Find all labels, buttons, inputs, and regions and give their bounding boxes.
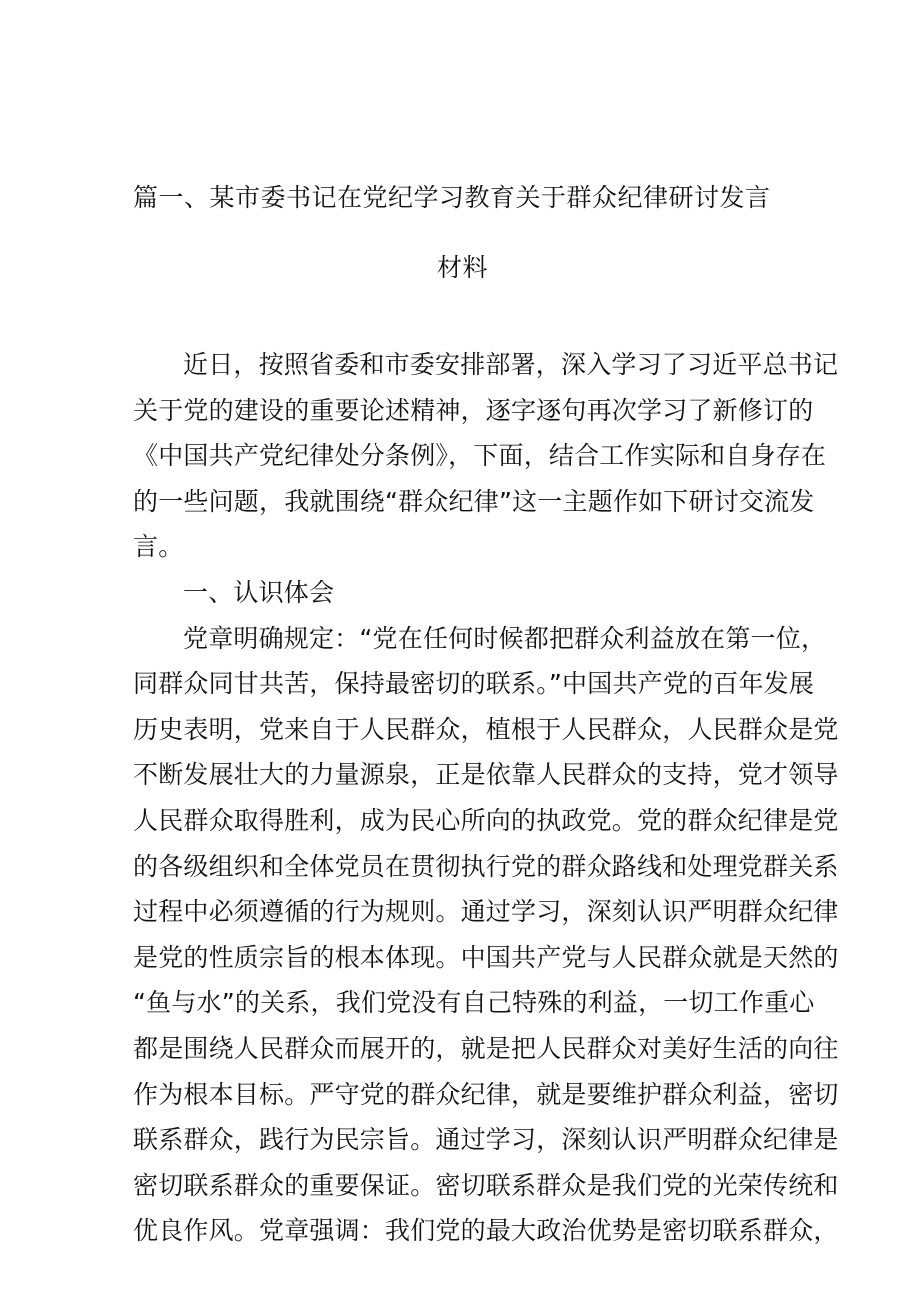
paragraph-line: 近日，按照省委和市委安排部署，深入学习了习近平总书记 <box>183 350 839 379</box>
paragraph-line: 都是围绕人民群众而展开的，就是把人民群众对美好生活的向往 <box>133 1033 839 1063</box>
paragraph-line: 党章明确规定：“党在任何时候都把群众利益放在第一位， <box>183 623 827 653</box>
paragraph-line: 《中国共产党纪律处分条例》，下面，结合工作实际和自身存在 <box>133 441 827 471</box>
paragraph-line: 言。 <box>133 532 184 562</box>
paragraph-line: 同群众同甘共苦，保持最密切的联系。”中国共产党的百年发展 <box>133 669 815 699</box>
paragraph-line: 过程中必须遵循的行为规则。通过学习，深刻认识严明群众纪律 <box>133 897 839 927</box>
paragraph-line: “鱼与水”的关系，我们党没有自己特殊的利益，一切工作重心 <box>133 988 815 1018</box>
paragraph-line: 作为根本目标。严守党的群众纪律，就是要维护群众利益，密切 <box>133 1079 839 1109</box>
document-title-line-2: 材料 <box>437 253 489 282</box>
paragraph-line: 密切联系群众的重要保证。密切联系群众是我们党的光荣传统和 <box>133 1170 839 1200</box>
paragraph-line: 历史表明，党来自于人民群众，植根于人民群众，人民群众是党 <box>133 714 839 744</box>
paragraph-line: 优良作风。党章强调：我们党的最大政治优势是密切联系群众， <box>133 1216 839 1246</box>
paragraph-line: 的一些问题，我就围绕“群众纪律”这一主题作如下研讨交流发 <box>133 486 815 516</box>
document-body <box>133 342 839 1254</box>
paragraph-line: 是党的性质宗旨的根本体现。中国共产党与人民群众就是天然的 <box>133 942 839 972</box>
paragraph-line: 不断发展壮大的力量源泉，正是依靠人民群众的支持，党才领导 <box>133 760 839 790</box>
section-heading: 一、认识体会 <box>183 577 335 607</box>
paragraph-line: 联系群众，践行为民宗旨。通过学习，深刻认识严明群众纪律是 <box>133 1125 839 1155</box>
paragraph-line: 的各级组织和全体党员在贯彻执行党的群众路线和处理党群关系 <box>133 851 839 881</box>
paragraph-line: 人民群众取得胜利，成为民心所向的执政党。党的群众纪律是党 <box>133 805 839 835</box>
paragraph-line: 关于党的建设的重要论述精神，逐字逐句再次学习了新修订的 <box>133 395 814 425</box>
document-title-line-1: 篇一、某市委书记在党纪学习教育关于群众纪律研讨发言 <box>133 183 771 212</box>
